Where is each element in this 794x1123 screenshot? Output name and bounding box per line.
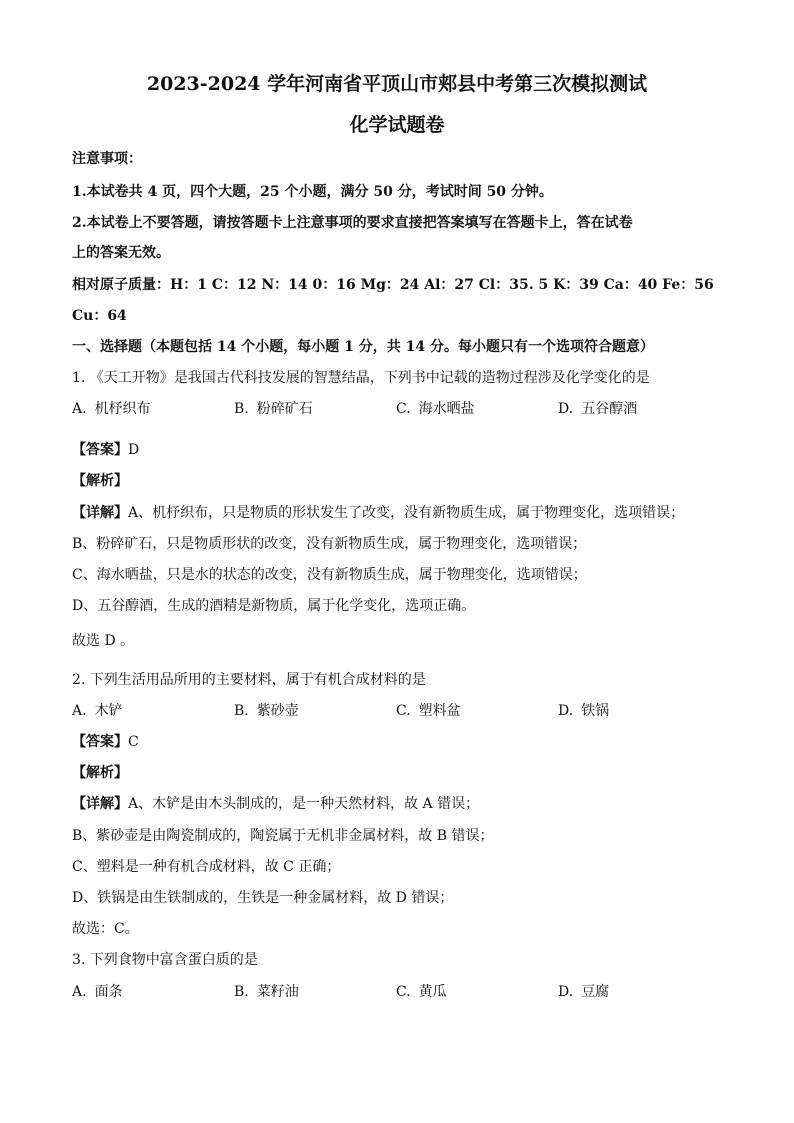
option-letter: B. <box>234 984 249 1000</box>
q1-detail-line-3: C、海水晒盐，只是水的状态的改变，没有新物质生成，属于物理变化，选项错误； <box>72 567 587 583</box>
option-text: 五谷醇酒 <box>581 401 638 417</box>
q2-detail-line-2: B、紫砂壶是由陶瓷制成的，陶瓷属于无机非金属材料，故 B 错误； <box>72 828 494 844</box>
q1-detail-line-2: B、粉碎矿石，只是物质形状的改变，没有新物质生成，属于物理变化，选项错误； <box>72 536 587 552</box>
option-text: 菜籽油 <box>256 984 299 1000</box>
notes-item-2-line-1: 2.本试卷上不要答题，请按答题卡上注意事项的要求直接把答案填写在答题卡上，答在试卷 <box>72 215 633 231</box>
option-letter: D. <box>558 401 574 417</box>
option-letter: D. <box>558 984 574 1000</box>
option-letter: C. <box>396 401 411 417</box>
option-text: 粉碎矿石 <box>256 401 313 417</box>
option-letter: B. <box>234 703 249 719</box>
q1-detail-line-1 <box>72 503 722 523</box>
q2-detail-line-4: D、铁锅是由生铁制成的，生铁是一种金属材料，故 D 错误； <box>72 890 454 906</box>
answer-value: C <box>128 734 139 750</box>
detail-label: 【详解】 <box>72 796 128 812</box>
detail-text: A、机杼织布，只是物质的形状发生了改变，没有新物质生成，属于物理变化，选项错误； <box>128 505 685 521</box>
exam-subtitle: 化学试题卷 <box>349 114 445 136</box>
q2-option-d <box>558 701 609 721</box>
notes-item-1: 1.本试卷共 4 页，四个大题，25 个小题，满分 50 分，考试时间 50 分钟。 <box>72 184 553 200</box>
option-letter: C. <box>396 984 411 1000</box>
q2-detail-line-3: C、塑料是一种有机合成材料，故 C 正确； <box>72 859 341 875</box>
option-text: 塑料盆 <box>418 703 461 719</box>
q1-detail-line-4: D、五谷醇酒，生成的酒精是新物质，属于化学变化，选项正确。 <box>72 598 476 614</box>
q2-option-a <box>72 701 123 721</box>
q1-option-d <box>558 399 637 419</box>
option-text: 海水晒盐 <box>418 401 475 417</box>
q2-conclusion: 故选：C。 <box>72 921 139 937</box>
exam-title: 2023-2024 学年河南省平顶山市郏县中考第三次模拟测试 <box>146 73 648 95</box>
option-letter: C. <box>396 703 411 719</box>
answer-label: 【答案】 <box>72 442 128 458</box>
option-text: 木铲 <box>94 703 123 719</box>
option-text: 紫砂壶 <box>256 703 299 719</box>
answer-label: 【答案】 <box>72 734 128 750</box>
option-text: 面条 <box>94 984 123 1000</box>
option-letter: A. <box>72 984 87 1000</box>
q1-stem: 1. 《天工开物》是我国古代科技发展的智慧结晶，下列书中记载的造物过程涉及化学变化的是 <box>72 370 650 386</box>
q2-detail-line-1 <box>72 794 722 814</box>
option-letter: A. <box>72 703 87 719</box>
q1-option-b <box>234 399 313 419</box>
option-text: 机杼织布 <box>94 401 151 417</box>
q2-option-c <box>396 701 461 721</box>
q1-analysis-label: 【解析】 <box>72 473 128 489</box>
atomic-mass-line-2: Cu：64 <box>72 308 127 324</box>
q1-option-a <box>72 399 151 419</box>
q1-conclusion: 故选 D 。 <box>72 633 135 649</box>
q1-answer <box>72 440 722 460</box>
q1-option-c <box>396 399 475 419</box>
notes-item-2-line-2: 上的答案无效。 <box>72 245 170 261</box>
option-text: 黄瓜 <box>418 984 447 1000</box>
answer-value: D <box>128 442 140 458</box>
q2-analysis-label: 【解析】 <box>72 765 128 781</box>
option-text: 豆腐 <box>581 984 610 1000</box>
section-1-heading: 一、选择题（本题包括 14 个小题，每小题 1 分，共 14 分。每小题只有一个选项符合题意） <box>72 339 654 355</box>
q3-option-b <box>234 982 299 1002</box>
q3-option-d <box>558 982 609 1002</box>
option-letter: D. <box>558 703 574 719</box>
notes-heading: 注意事项： <box>72 151 142 167</box>
detail-text: A、木铲是由木头制成的，是一种天然材料，故 A 错误； <box>128 796 480 812</box>
option-text: 铁锅 <box>581 703 610 719</box>
q3-option-a <box>72 982 123 1002</box>
q3-stem: 3. 下列食物中富含蛋白质的是 <box>72 952 258 968</box>
q2-stem: 2. 下列生活用品所用的主要材料，属于有机合成材料的是 <box>72 672 426 688</box>
exam-page <box>72 0 722 1123</box>
option-letter: B. <box>234 401 249 417</box>
q3-option-c <box>396 982 447 1002</box>
detail-label: 【详解】 <box>72 505 128 521</box>
option-letter: A. <box>72 401 87 417</box>
atomic-mass-line-1: 相对原子质量：H：1 C：12 N：14 0：16 Mg：24 Al：27 Cl：35. 5 K：39 Ca：40 Fe：56 <box>72 277 714 293</box>
q2-answer <box>72 732 722 752</box>
q2-option-b <box>234 701 299 721</box>
